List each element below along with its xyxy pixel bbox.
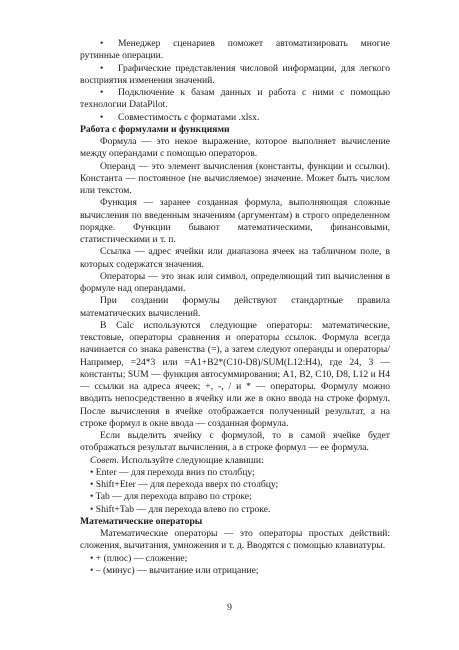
key-item-shift-tab: • Shift+Tab — для перехода влево по строке. bbox=[90, 503, 271, 515]
advice-line bbox=[80, 455, 390, 467]
paragraph-link: Ссылка — адрес ячейки или диапазона ячеек на табличном поле, в которых содержатся значения. bbox=[80, 246, 390, 270]
document-page bbox=[80, 38, 390, 577]
paragraph-operators: Операторы — это знак или символ, определяющий тип вычисления в формуле над операндами. bbox=[80, 270, 390, 294]
paragraph-operand: Операнд — это элемент вычисления (константы, функции и ссылки). Константа — постоянное (не вычисляемое) значение. Может быть числом или текстом. bbox=[80, 160, 390, 196]
key-item-shift-enter: • Shift+Eter — для перехода вверх по столбцу; bbox=[90, 479, 279, 490]
bullet-database: • Подключение к базам данных и работа с ними с помощью технологии DataPilot. bbox=[80, 87, 390, 111]
bullet-symbol: • bbox=[100, 111, 104, 123]
advice-text: Используйте следующие клавиши: bbox=[119, 454, 264, 466]
paragraph-select-cell: Если выделить ячейку с формулой, то в самой ячейке будет отображаться результат вычисления, а в строке формул — ее формула. bbox=[80, 430, 390, 454]
advice-label: Совет. bbox=[90, 454, 120, 466]
bullet-symbol: • bbox=[100, 87, 104, 98]
bullet-scenario-manager: • Менеджер сценариев поможет автоматизировать многие рутинные операции. bbox=[80, 38, 390, 62]
operator-item-plus: • + (плюс) — сложение; bbox=[90, 552, 188, 564]
paragraph-function: Функция — заранее созданная формула, выполняющая сложные вычисления по введенным значениям (аргументам) в строго определенном порядке. Функции бывают математическими, финансовыми, статистическими и т. п. bbox=[80, 197, 390, 245]
section-heading-formulas: Работа с формулами и функциями bbox=[80, 123, 230, 135]
key-item-tab: • Tab — для перехода вправо по строке; bbox=[90, 491, 252, 503]
bullet-graphics: • Графические представления числовой информации, для легкого восприятия изменения значений. bbox=[80, 62, 390, 86]
section-heading-math-operators: Математические операторы bbox=[80, 515, 203, 527]
bullet-symbol: • bbox=[100, 62, 104, 74]
key-item-enter: • Enter — для перехода вниз по столбцу; bbox=[90, 466, 255, 478]
paragraph-math-intro: Математические операторы — это операторы простых действий: сложения, вычитания, умножения и т. д. Вводятся с помощью клавиатуры. bbox=[80, 528, 390, 552]
paragraph-formula: Формула — это некое выражение, которое выполняет вычисление между операндами с помощью операторов. bbox=[80, 136, 390, 160]
paragraph-rules: При создании формулы действуют стандартные правила математических вычислений. bbox=[80, 295, 390, 319]
paragraph-calc-operators: В Calc используются следующие операторы: математические, текстовые, операторы сравнения и операторы ссылок. Формула всегда начинается со знака равенства (=), а затем следуют операнды и операторы/ Например, =24*3 или =A1+B2*(C10-D8)/SUM(L12:H4), где 24, 3 — константы; SUM — функция автосуммирования; A1, B2, C10, D8, L12 и H4 — ссылки на адреса ячеек; +, -, / и * — операторы. Формулу можно вводить непосредственно в ячейку или же в окно ввода на строке формул. После вычисления в ячейке отображается полученный результат, а на строке формул в окне ввода — созданная формула. bbox=[80, 319, 390, 429]
bullet-symbol: • bbox=[100, 38, 104, 49]
operator-item-minus: • – (минус) — вычитание или отрицание; bbox=[90, 564, 259, 576]
page-number: 9 bbox=[227, 602, 232, 613]
bullet-xlsx: • Совместимость с форматами .xlsx. bbox=[80, 112, 390, 124]
